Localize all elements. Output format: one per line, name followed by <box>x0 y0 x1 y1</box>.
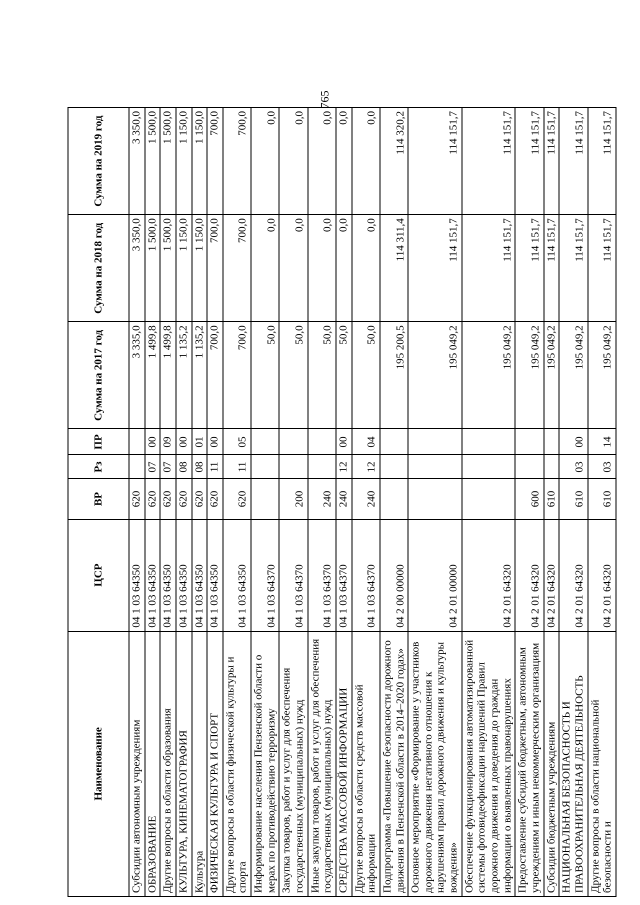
row-name: КУЛЬТУРА, КИНЕМАТОГРАФИЯ <box>176 631 192 896</box>
row-name: Культура <box>192 631 208 896</box>
row-csr: 04 1 03 64370 <box>251 519 279 631</box>
header-rz: Рз <box>68 455 129 479</box>
row-rz: 07 <box>145 455 161 479</box>
row-2019: 1 150,0 <box>176 108 192 215</box>
row-vr: 620 <box>192 479 208 519</box>
row-rz <box>408 455 462 479</box>
row-pr <box>251 429 279 455</box>
row-2017: 700,0 <box>207 322 223 429</box>
row-vr: 200 <box>279 479 307 519</box>
row-pr: 00 <box>207 429 223 455</box>
row-csr: 04 2 00 00000 <box>380 519 408 631</box>
row-pr <box>515 429 543 455</box>
row-pr: 09 <box>160 429 176 455</box>
row-name: Субсидии автономным учреждениям <box>129 631 145 896</box>
row-rz: 03 <box>588 455 616 479</box>
row-2019: 700,0 <box>207 108 223 215</box>
header-vr: ВР <box>68 479 129 519</box>
row-2017: 195 049,2 <box>544 322 560 429</box>
row-2018: 0,0 <box>308 215 336 322</box>
row-vr: 610 <box>559 479 587 519</box>
table-row <box>192 108 208 897</box>
row-2019: 1 150,0 <box>192 108 208 215</box>
row-csr: 04 1 03 64350 <box>160 519 176 631</box>
row-name: СРЕДСТВА МАССОВОЙ ИНФОРМАЦИИ <box>336 631 352 896</box>
row-name: Обеспечение функционирования автоматизированной системы фотовидеофиксации нарушений Правил дорожного движения и доведения до граждан информации о выявленных правонарушениях <box>462 631 516 896</box>
row-rz <box>308 455 336 479</box>
row-rz: 12 <box>336 455 352 479</box>
row-csr: 04 2 01 64320 <box>462 519 516 631</box>
row-name: Другие вопросы в области национальной безопасности и <box>588 631 616 896</box>
row-csr: 04 1 03 64350 <box>145 519 161 631</box>
row-pr <box>462 429 516 455</box>
row-2019: 114 151,7 <box>588 108 616 215</box>
row-rz <box>251 455 279 479</box>
row-rz <box>515 455 543 479</box>
row-name: Другие вопросы в области средств массовой информации <box>352 631 380 896</box>
row-rz: 08 <box>176 455 192 479</box>
table-row <box>207 108 223 897</box>
row-csr: 04 1 03 64370 <box>352 519 380 631</box>
table-row <box>160 108 176 897</box>
row-pr <box>544 429 560 455</box>
table-row <box>588 108 616 897</box>
row-csr: 04 1 03 64350 <box>223 519 251 631</box>
budget-table <box>68 107 617 897</box>
row-csr: 04 2 01 64320 <box>544 519 560 631</box>
row-name: Субсидии бюджетным учреждениям <box>544 631 560 896</box>
row-2017: 195 049,2 <box>588 322 616 429</box>
row-2018: 114 151,7 <box>544 215 560 322</box>
table-row <box>380 108 408 897</box>
row-vr: 610 <box>588 479 616 519</box>
row-2019: 1 500,0 <box>160 108 176 215</box>
row-2019: 114 151,7 <box>544 108 560 215</box>
header-2019: Сумма на 2019 год <box>68 108 129 215</box>
row-vr <box>251 479 279 519</box>
table-row <box>308 108 336 897</box>
row-2017: 195 200,5 <box>380 322 408 429</box>
row-csr: 04 1 03 64350 <box>129 519 145 631</box>
row-2018: 114 151,7 <box>559 215 587 322</box>
row-pr <box>279 429 307 455</box>
row-name: Подпрограмма «Повышение безопасности дорожного движения в Пензенской области в 2014–2020 годах» <box>380 631 408 896</box>
row-name: ОБРАЗОВАНИЕ <box>145 631 161 896</box>
row-2018: 0,0 <box>251 215 279 322</box>
row-rz: 11 <box>223 455 251 479</box>
row-pr <box>380 429 408 455</box>
table-row <box>145 108 161 897</box>
row-2018: 1 500,0 <box>145 215 161 322</box>
row-2019: 114 320,2 <box>380 108 408 215</box>
row-vr: 620 <box>129 479 145 519</box>
row-2019: 0,0 <box>308 108 336 215</box>
row-2017: 50,0 <box>251 322 279 429</box>
row-2019: 3 350,0 <box>129 108 145 215</box>
row-csr: 04 1 03 64350 <box>207 519 223 631</box>
row-name: ФИЗИЧЕСКАЯ КУЛЬТУРА И СПОРТ <box>207 631 223 896</box>
row-2018: 114 151,7 <box>408 215 462 322</box>
row-pr: 05 <box>223 429 251 455</box>
row-rz: 12 <box>352 455 380 479</box>
row-vr: 620 <box>160 479 176 519</box>
table-row <box>223 108 251 897</box>
table-row <box>336 108 352 897</box>
row-2019: 700,0 <box>223 108 251 215</box>
row-2018: 700,0 <box>223 215 251 322</box>
row-2017: 195 049,2 <box>462 322 516 429</box>
row-pr <box>408 429 462 455</box>
row-pr: 00 <box>176 429 192 455</box>
table-row <box>515 108 543 897</box>
row-vr: 620 <box>207 479 223 519</box>
header-2018: Сумма на 2018 год <box>68 215 129 322</box>
row-2019: 0,0 <box>336 108 352 215</box>
row-vr <box>380 479 408 519</box>
row-2018: 114 311,4 <box>380 215 408 322</box>
row-csr: 04 1 03 64370 <box>336 519 352 631</box>
table-row <box>559 108 587 897</box>
row-2017: 195 049,2 <box>515 322 543 429</box>
row-csr: 04 2 01 64320 <box>588 519 616 631</box>
row-csr: 04 1 03 64350 <box>176 519 192 631</box>
row-2018: 0,0 <box>279 215 307 322</box>
row-csr: 04 1 03 64370 <box>308 519 336 631</box>
row-name: Иные закупки товаров, работ и услуг для обеспечения государственных (муниципальных) нужд <box>308 631 336 896</box>
row-2017: 1 499,8 <box>145 322 161 429</box>
row-csr: 04 2 01 00000 <box>408 519 462 631</box>
row-rz <box>380 455 408 479</box>
row-rz: 11 <box>207 455 223 479</box>
rotated-page-content <box>68 107 614 897</box>
row-name: Основное мероприятие «Формирование у участников дорожного движения негативного отношения к нарушениям правил дорожного движения и культуры вождения» <box>408 631 462 896</box>
row-pr: 14 <box>588 429 616 455</box>
row-2018: 114 151,7 <box>588 215 616 322</box>
table-row <box>408 108 462 897</box>
row-name: Информирование населения Пензенской области о мерах по противодействию терроризму <box>251 631 279 896</box>
row-pr <box>129 429 145 455</box>
row-2017: 195 049,2 <box>408 322 462 429</box>
row-2017: 1 135,2 <box>192 322 208 429</box>
row-rz: 07 <box>160 455 176 479</box>
table-row <box>279 108 307 897</box>
row-pr <box>308 429 336 455</box>
row-2018: 1 500,0 <box>160 215 176 322</box>
row-name: НАЦИОНАЛЬНАЯ БЕЗОПАСНОСТЬ И ПРАВООХРАНИТЕЛЬНАЯ ДЕЯТЕЛЬНОСТЬ <box>559 631 587 896</box>
row-vr: 240 <box>352 479 380 519</box>
header-pr: ПР <box>68 429 129 455</box>
row-vr: 240 <box>308 479 336 519</box>
table-row <box>129 108 145 897</box>
row-2019: 0,0 <box>279 108 307 215</box>
row-rz <box>129 455 145 479</box>
row-csr: 04 2 01 64320 <box>559 519 587 631</box>
row-2018: 1 150,0 <box>176 215 192 322</box>
row-2019: 1 500,0 <box>145 108 161 215</box>
header-2017: Сумма на 2017 год <box>68 322 129 429</box>
row-vr <box>462 479 516 519</box>
row-csr: 04 1 03 64370 <box>279 519 307 631</box>
row-pr: 00 <box>145 429 161 455</box>
row-2018: 3 350,0 <box>129 215 145 322</box>
row-vr: 620 <box>145 479 161 519</box>
row-name: Другие вопросы в области образования <box>160 631 176 896</box>
table-row <box>251 108 279 897</box>
row-vr: 600 <box>515 479 543 519</box>
row-2019: 0,0 <box>251 108 279 215</box>
row-2018: 114 151,7 <box>515 215 543 322</box>
row-2017: 50,0 <box>352 322 380 429</box>
row-2018: 0,0 <box>352 215 380 322</box>
row-2019: 114 151,7 <box>462 108 516 215</box>
row-2018: 0,0 <box>336 215 352 322</box>
row-csr: 04 2 01 64320 <box>515 519 543 631</box>
row-2017: 50,0 <box>308 322 336 429</box>
row-2019: 114 151,7 <box>515 108 543 215</box>
row-name: Другие вопросы в области физической культуры и спорта <box>223 631 251 896</box>
row-vr: 610 <box>544 479 560 519</box>
row-rz: 08 <box>192 455 208 479</box>
row-2017: 195 049,2 <box>559 322 587 429</box>
header-csr: ЦСР <box>68 519 129 631</box>
row-2017: 50,0 <box>279 322 307 429</box>
row-rz <box>279 455 307 479</box>
row-2017: 50,0 <box>336 322 352 429</box>
row-rz <box>462 455 516 479</box>
row-pr: 00 <box>559 429 587 455</box>
table-row <box>352 108 380 897</box>
row-pr: 00 <box>336 429 352 455</box>
row-rz <box>544 455 560 479</box>
row-2017: 1 135,2 <box>176 322 192 429</box>
table-row <box>544 108 560 897</box>
row-2017: 1 499,8 <box>160 322 176 429</box>
row-2017: 3 335,0 <box>129 322 145 429</box>
row-2017: 700,0 <box>223 322 251 429</box>
row-2019: 0,0 <box>352 108 380 215</box>
row-pr: 04 <box>352 429 380 455</box>
header-name: Наименование <box>68 631 129 896</box>
row-pr: 01 <box>192 429 208 455</box>
table-header-row <box>68 108 129 897</box>
row-rz: 03 <box>559 455 587 479</box>
row-vr: 620 <box>176 479 192 519</box>
row-vr <box>408 479 462 519</box>
row-name: Закупка товаров, работ и услуг для обеспечения государственных (муниципальных) нужд <box>279 631 307 896</box>
row-vr: 240 <box>336 479 352 519</box>
row-name: Предоставление субсидий бюджетным, автономным учреждениям и иным некоммерческим организациям <box>515 631 543 896</box>
table-row <box>462 108 516 897</box>
row-2019: 114 151,7 <box>559 108 587 215</box>
table-body <box>129 108 616 897</box>
row-csr: 04 1 03 64350 <box>192 519 208 631</box>
row-vr: 620 <box>223 479 251 519</box>
row-2018: 700,0 <box>207 215 223 322</box>
page-number: 765 <box>317 90 332 109</box>
row-2018: 1 150,0 <box>192 215 208 322</box>
table-row <box>176 108 192 897</box>
row-2019: 114 151,7 <box>408 108 462 215</box>
row-2018: 114 151,7 <box>462 215 516 322</box>
